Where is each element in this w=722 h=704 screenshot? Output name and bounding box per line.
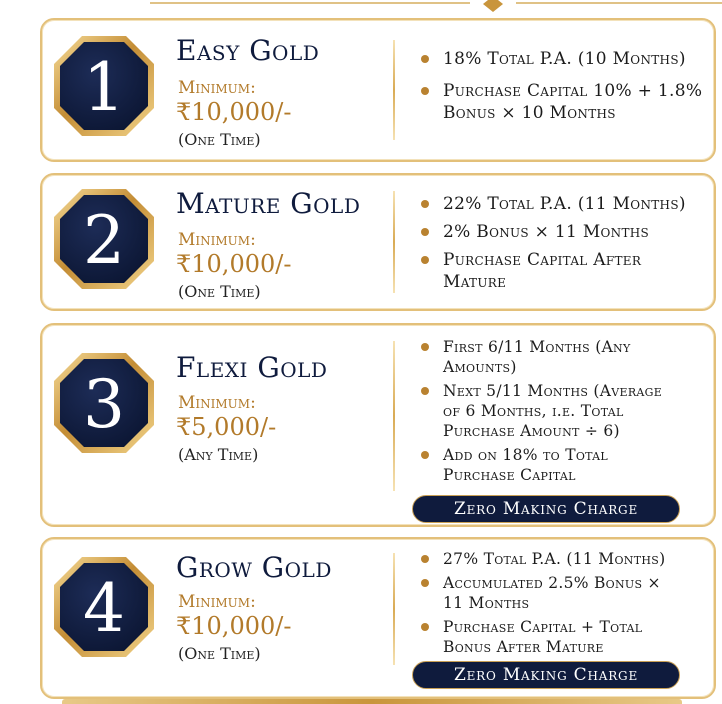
benefit-item: Purchase Capital 10% + 1.8% Bonus × 10 Months	[417, 80, 707, 124]
zero-making-charge-badge: Zero Making Charge	[412, 495, 680, 523]
benefit-list	[417, 549, 707, 661]
plan-number: 4	[83, 570, 125, 647]
benefit-item: 18% Total P.A. (10 Months)	[417, 48, 707, 70]
benefit-item: Add on 18% to Total Purchase Capital	[417, 445, 653, 485]
minimum-note: (Any Time)	[178, 445, 259, 464]
plan-number-badge	[52, 351, 156, 455]
benefit-list	[417, 48, 707, 130]
card-divider	[393, 341, 395, 491]
benefit-item: Purchase Capital After Mature	[417, 249, 643, 293]
minimum-label: Minimum:	[178, 230, 256, 250]
benefit-item: Next 5/11 Months (Average of 6 Months, i.e. Total Purchase Amount ÷ 6)	[417, 381, 683, 441]
benefit-item: Purchase Capital + Total Bonus After Mature	[417, 617, 693, 657]
plan-card-flexi-gold	[40, 323, 716, 527]
plan-number-badge	[52, 187, 156, 291]
plan-title: Grow Gold	[176, 551, 332, 584]
card-divider	[393, 191, 395, 293]
benefit-item: Accumulated 2.5% Bonus × 11 Months	[417, 573, 683, 613]
minimum-note: (One Time)	[178, 644, 261, 663]
plan-number-badge	[52, 34, 156, 138]
plan-number-badge	[52, 555, 156, 659]
benefit-item: First 6/11 Months (Any Amounts)	[417, 337, 643, 377]
plan-title: Mature Gold	[176, 187, 361, 220]
minimum-amount: ₹5,000/-	[176, 413, 277, 441]
minimum-amount: ₹10,000/-	[176, 250, 292, 278]
minimum-note: (One Time)	[178, 282, 261, 301]
minimum-label: Minimum:	[178, 592, 256, 612]
minimum-amount: ₹10,000/-	[176, 98, 292, 126]
next-card-edge	[62, 699, 682, 704]
plan-card-mature-gold	[40, 173, 716, 311]
minimum-label: Minimum:	[178, 78, 256, 98]
zero-making-charge-badge: Zero Making Charge	[412, 661, 680, 689]
benefit-item: 22% Total P.A. (11 Months)	[417, 193, 707, 215]
top-ornament	[0, 0, 722, 14]
benefit-list	[417, 337, 707, 489]
plan-card-easy-gold	[40, 18, 716, 162]
card-divider	[393, 40, 395, 140]
benefit-list	[417, 193, 707, 299]
benefit-item: 2% Bonus × 11 Months	[417, 221, 707, 243]
benefit-item: 27% Total P.A. (11 Months)	[417, 549, 707, 569]
plan-number: 1	[83, 49, 125, 126]
card-divider	[393, 553, 395, 665]
plan-number: 3	[83, 366, 125, 443]
minimum-label: Minimum:	[178, 393, 256, 413]
minimum-amount: ₹10,000/-	[176, 612, 292, 640]
minimum-note: (One Time)	[178, 130, 261, 149]
plan-number: 2	[83, 202, 125, 279]
plan-title: Flexi Gold	[176, 351, 328, 384]
plan-card-grow-gold	[40, 537, 716, 699]
plan-title: Easy Gold	[176, 34, 320, 67]
